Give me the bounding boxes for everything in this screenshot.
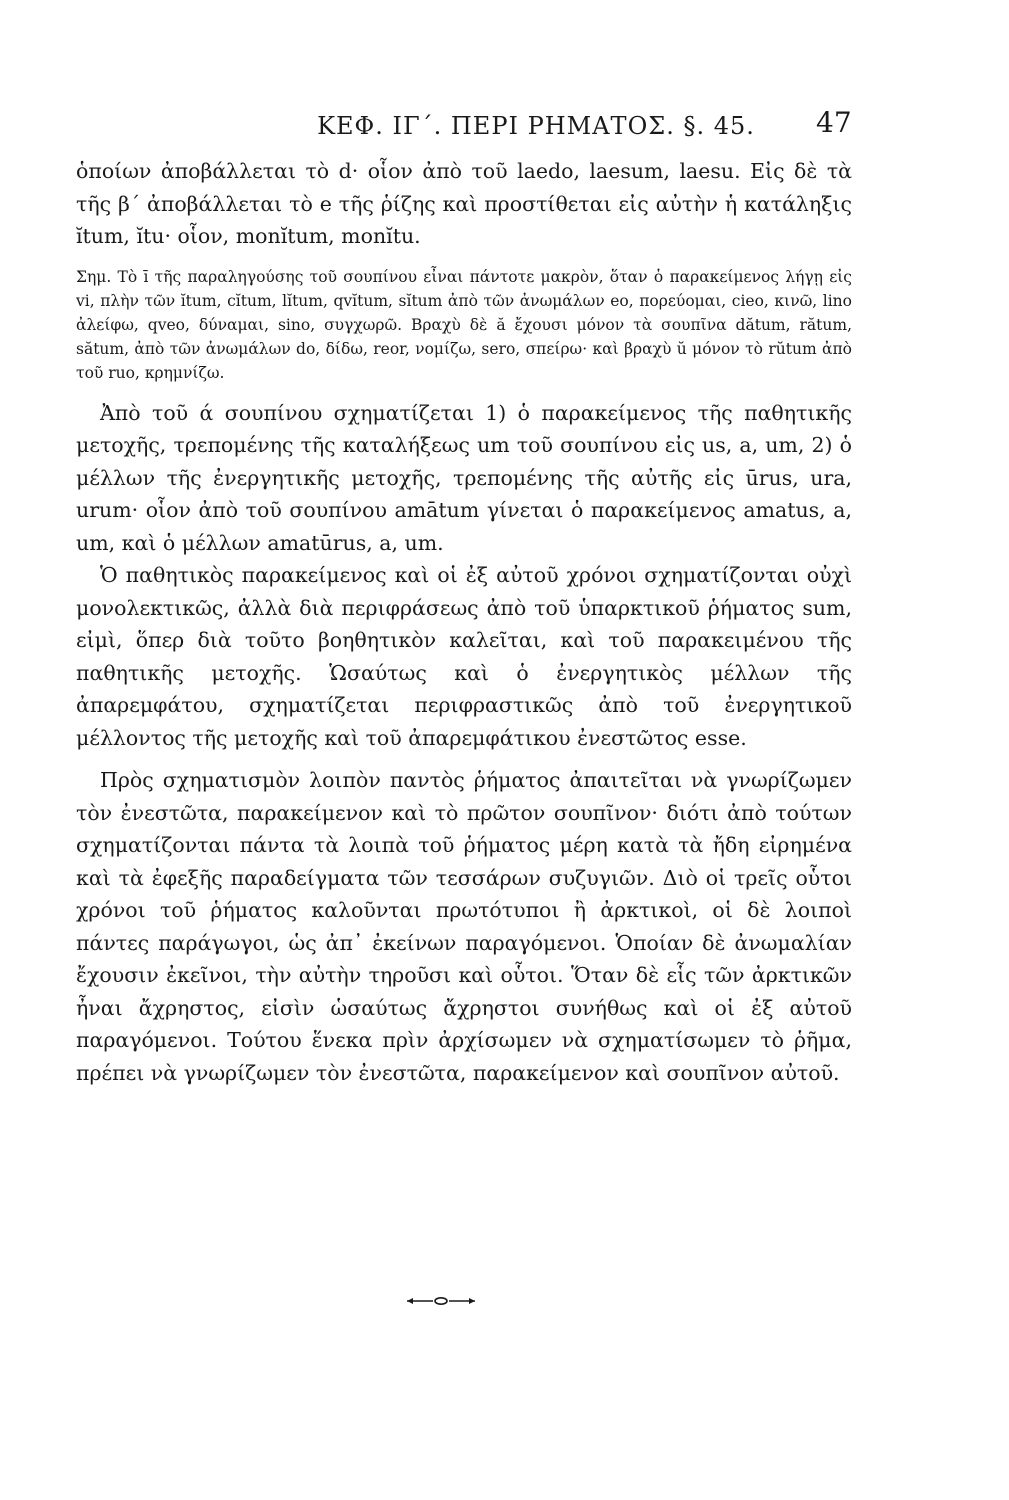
paragraph-3: Ὁ παθητικὸς παρακείμενος καὶ οἱ ἐξ αὐτοῦ χρόνοι σχηματίζονται οὐχὶ μονολεκτικῶς, ἀλλὰ διὰ περιφράσεως ἀπὸ τοῦ ὑπαρκτικοῦ ῥήματος sum, εἰμὶ, ὅπερ διὰ τοῦτο βοηθητικὸν καλεῖται, καὶ τοῦ παρακειμένου τῆς παθητικῆς μετοχῆς. Ὡσαύτως καὶ ὁ ἐνεργητικὸς μέλλων τῆς ἀπαρεμφάτου, σχηματίζεται περιφραστικῶς ἀπὸ τοῦ ἐνεργητικοῦ μέλλοντος τῆς μετοχῆς καὶ τοῦ ἀπαρεμφάτικου ἐνεστῶτος esse. — [76, 563, 852, 750]
page-header — [76, 106, 856, 140]
note-paragraph: Σημ. Τὸ ī τῆς παραληγούσης τοῦ σουπίνου εἶναι πάντοτε μακρὸν, ὅταν ὁ παρακείμενος λήγῃ εἰς vi, πλὴν τῶν ĭtum, cĭtum, lĭtum, qvĭtum, sĭtum ἀπὸ τῶν ἀνωμάλων eo, πορεύομαι, cieo, κινῶ, lino ἀλείφω, qveo, δύναμαι, sino, συγχωρῶ. Βραχὺ δὲ ă ἔχουσι μόνον τὰ σουπῖνα dătum, rătum, sătum, ἀπὸ τῶν ἀνωμάλων do, δίδω, reor, νομίζω, sero, σπείρω· καὶ βραχὺ ŭ μόνον τὸ rŭtum ἀπὸ τοῦ ruo, κρημνίζω. — [76, 267, 852, 382]
page-body — [76, 155, 852, 1089]
page-number: 47 — [816, 106, 852, 139]
section-end-ornament-icon — [405, 1294, 477, 1308]
paragraph-1: ὁποίων ἀποβάλλεται τὸ d· οἷον ἀπὸ τοῦ laedo, laesum, laesu. Εἰς δὲ τὰ τῆς β΄ ἀποβάλλεται τὸ e τῆς ῥίζης καὶ προστίθεται εἰς αὐτὴν ἡ κατάληξις ĭtum, ĭtu· οἷον, monĭtum, monĭtu. — [76, 159, 852, 248]
paragraph-4: Πρὸς σχηματισμὸν λοιπὸν παντὸς ῥήματος ἀπαιτεῖται νὰ γνωρίζωμεν τὸν ἐνεστῶτα, παρακείμενον καὶ τὸ πρῶτον σουπῖνον· διότι ἀπὸ τούτων σχηματίζονται πάντα τὰ λοιπὰ τοῦ ῥήματος μέρη κατὰ τὰ ἤδη εἰρημένα καὶ τὰ ἐφεξῆς παραδείγματα τῶν τεσσάρων συζυγιῶν. Διὸ οἱ τρεῖς οὗτοι χρόνοι τοῦ ῥήματος καλοῦνται πρωτότυποι ἢ ἀρκτικοὶ, οἱ δὲ λοιποὶ πάντες παράγωγοι, ὡς ἀπ᾽ ἐκείνων παραγόμενοι. Ὁποίαν δὲ ἀνωμαλίαν ἔχουσιν ἐκεῖνοι, τὴν αὐτὴν τηροῦσι καὶ οὗτοι. Ὅταν δὲ εἷς τῶν ἀρκτικῶν ἦναι ἄχρηστος, εἰσὶν ὡσαύτως ἄχρηστοι συνήθως καὶ οἱ ἐξ αὐτοῦ παραγόμενοι. Τούτου ἕνεκα πρὶν ἀρχίσωμεν νὰ σχηματίσωμεν τὸ ῥῆμα, πρέπει νὰ γνωρίζωμεν τὸν ἐνεστῶτα, παρακείμενον καὶ σουπῖνον αὐτοῦ. — [76, 768, 852, 1085]
paragraph-2: Ἀπὸ τοῦ ά σουπίνου σχηματίζεται 1) ὁ παρακείμενος τῆς παθητικῆς μετοχῆς, τρεπομένης τῆς καταλήξεως um τοῦ σουπίνου εἰς us, a, um, 2) ὁ μέλλων τῆς ἐνεργητικῆς μετοχῆς, τρεπομένης τῆς αὐτῆς εἰς ūrus, ura, urum· οἷον ἀπὸ τοῦ σουπίνου amātum γίνεται ὁ παρακείμενος amatus, a, um, καὶ ὁ μέλλων amatūrus, a, um. — [76, 400, 852, 555]
running-title: ΚΕΦ. ΙΓ΄. ΠΕΡΙ ΡΗΜΑΤΟΣ. §. 45. — [317, 112, 755, 140]
